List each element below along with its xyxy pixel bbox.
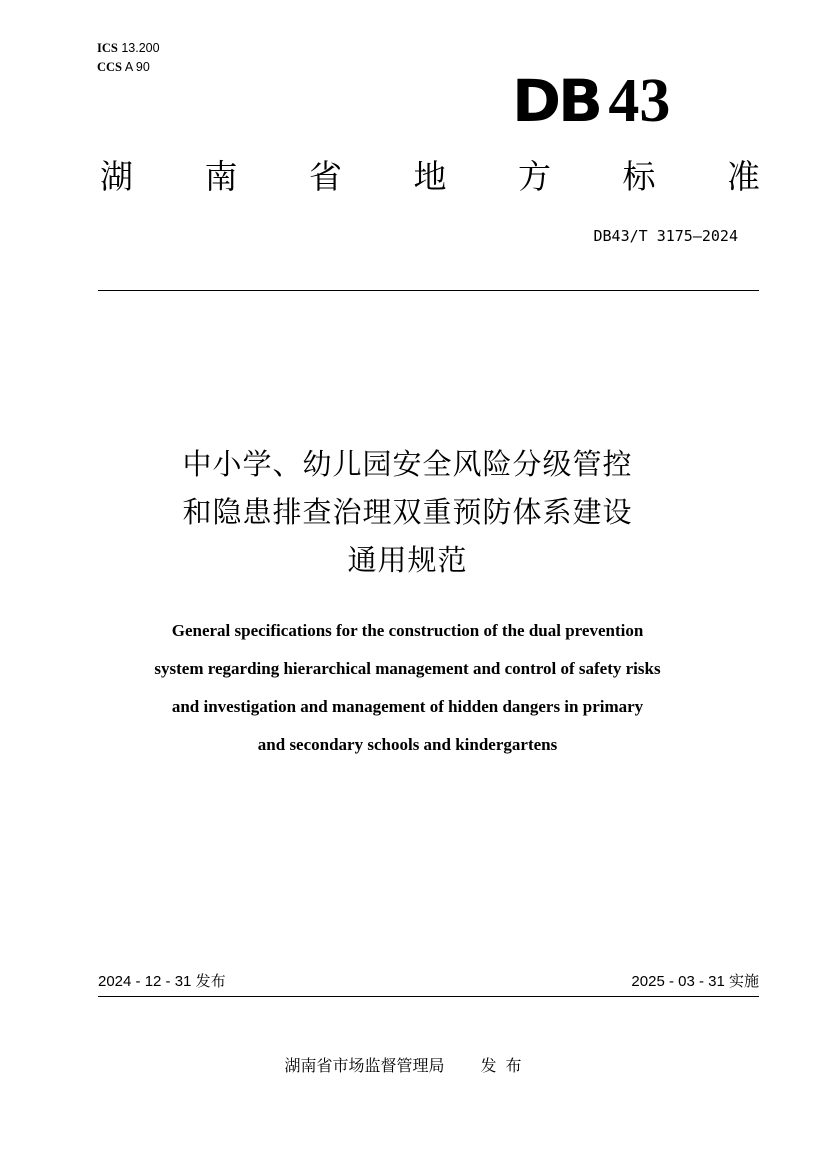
ics-code: 13.200	[121, 41, 160, 55]
standard-kind-char: 标	[622, 157, 656, 196]
standard-kind-char: 省	[309, 157, 342, 196]
top-divider	[98, 290, 759, 291]
standard-kind-heading	[100, 155, 760, 199]
issue-date: 2024 - 12 - 31 发布	[98, 973, 226, 990]
publisher-line	[0, 1055, 815, 1077]
standard-number: DB43/T 3175—2024	[593, 227, 738, 245]
title-en-line: and secondary schools and kindergartens	[257, 735, 558, 754]
bottom-divider	[98, 996, 759, 997]
logo-province-code: 43	[608, 67, 671, 135]
publisher-action: 发布	[480, 1056, 531, 1075]
title-en-line: and investigation and management of hidden dangers in primary	[171, 697, 644, 716]
title-zh-line: 通用规范	[347, 543, 468, 577]
standard-kind-char: 南	[204, 157, 238, 196]
standard-kind-char: 地	[413, 157, 447, 196]
standard-kind-char: 湖	[100, 157, 133, 196]
standard-kind-char: 方	[518, 157, 551, 196]
ccs-code: A 90	[124, 60, 150, 74]
title-en-line: system regarding hierarchical management and control of safety risks	[154, 659, 661, 678]
implementation-date: 2025 - 03 - 31 实施	[631, 973, 759, 990]
title-zh-line: 和隐患排查治理双重预防体系建设	[182, 495, 633, 529]
ics-label: ICS	[97, 41, 118, 55]
publisher-name: 湖南省市场监督管理局	[284, 1056, 445, 1075]
title-english	[0, 612, 815, 764]
db43-logo	[512, 67, 671, 135]
title-zh-line: 中小学、幼儿园安全风险分级管控	[182, 447, 633, 481]
logo-db-prefix: DB	[512, 67, 601, 135]
ccs-label: CCS	[97, 60, 123, 74]
ccs-classification	[97, 59, 150, 75]
standard-kind-char: 准	[727, 157, 760, 196]
ics-classification	[97, 40, 160, 56]
title-en-line: General specifications for the construction of the dual prevention	[171, 621, 644, 640]
title-chinese	[0, 440, 815, 584]
